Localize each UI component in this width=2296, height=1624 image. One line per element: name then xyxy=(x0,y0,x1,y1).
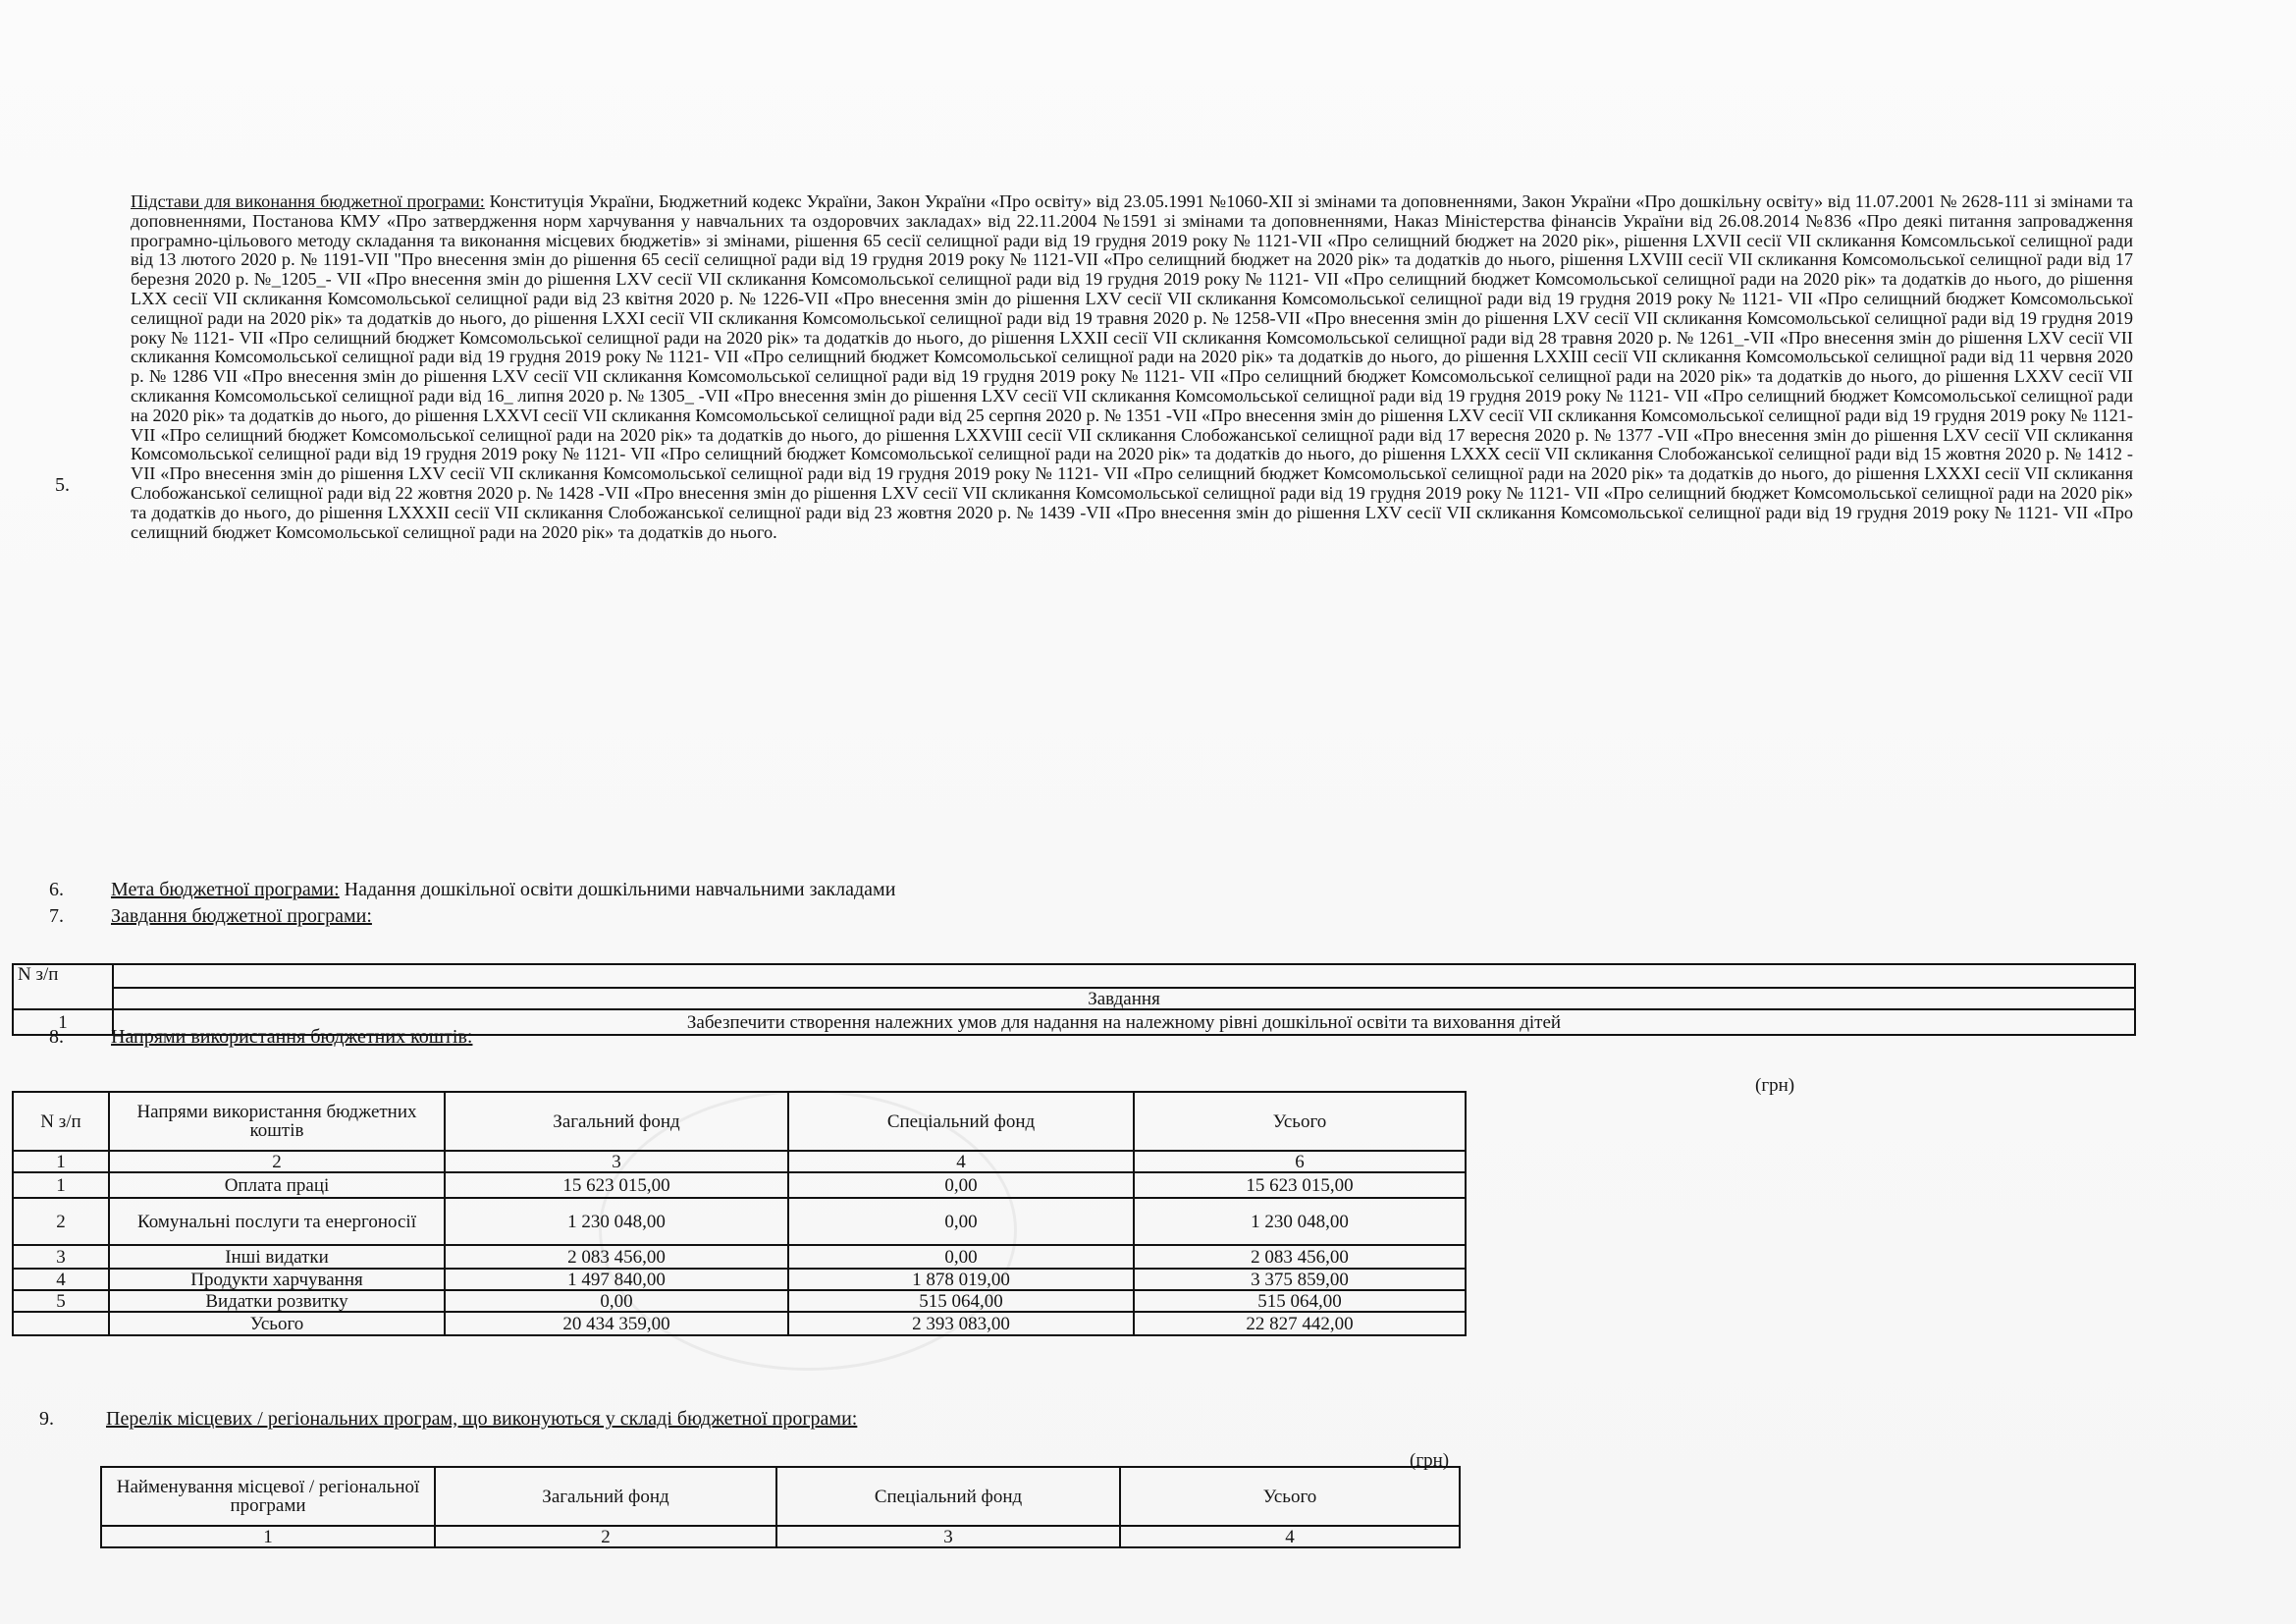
spending-directions-table xyxy=(12,1091,1467,1336)
table-cell: 1 xyxy=(13,1009,113,1035)
table-row xyxy=(13,1290,1466,1312)
table-cell: 1 230 048,00 xyxy=(445,1198,788,1245)
table-header-cell: N з/п xyxy=(13,964,113,1009)
table-cell: 0,00 xyxy=(445,1290,788,1312)
table-cell: Продукти харчування xyxy=(109,1269,445,1290)
table-cell: Усього xyxy=(109,1312,445,1335)
table-row xyxy=(13,988,2135,1009)
table-total-row xyxy=(13,1312,1466,1335)
section-9-number: 9. xyxy=(39,1408,54,1430)
table-header-cell: Усього xyxy=(1120,1467,1460,1526)
table-row xyxy=(13,964,2135,988)
table-cell: 1 878 019,00 xyxy=(788,1269,1134,1290)
table-cell: 2 xyxy=(109,1151,445,1172)
table-cell: 3 xyxy=(445,1151,788,1172)
table-cell: 1 xyxy=(13,1172,109,1198)
section-6-heading xyxy=(111,879,895,901)
table-row xyxy=(13,1269,1466,1290)
table-row xyxy=(13,1172,1466,1198)
section-8-label: Напрями використання бюджетних коштів: xyxy=(111,1026,473,1048)
table-header-spacer xyxy=(113,964,2135,988)
table-row xyxy=(101,1467,1460,1526)
table-header-cell: Усього xyxy=(1134,1092,1466,1151)
section-7-label: Завдання бюджетної програми: xyxy=(111,905,372,927)
section-8-number: 8. xyxy=(49,1026,64,1048)
table-row xyxy=(101,1526,1460,1547)
table-row xyxy=(13,1245,1466,1269)
table-row xyxy=(13,1151,1466,1172)
table-cell: Оплата праці xyxy=(109,1172,445,1198)
section-5-paragraph xyxy=(131,192,2133,542)
table-header-cell: N з/п xyxy=(13,1092,109,1151)
table-cell: 2 083 456,00 xyxy=(1134,1245,1466,1269)
table-cell: 15 623 015,00 xyxy=(445,1172,788,1198)
table-cell: 1 497 840,00 xyxy=(445,1269,788,1290)
table-cell: 20 434 359,00 xyxy=(445,1312,788,1335)
table-cell: 4 xyxy=(788,1151,1134,1172)
table-cell: 5 xyxy=(13,1290,109,1312)
table-cell: 0,00 xyxy=(788,1172,1134,1198)
section-6-label: Мета бюджетної програми: xyxy=(111,879,340,900)
section-6-text: Надання дошкільної освіти дошкільними навчальними закладами xyxy=(339,879,896,900)
section-9-label: Перелік місцевих / регіональних програм, що виконуються у складі бюджетної програми: xyxy=(106,1408,858,1430)
table-cell: 4 xyxy=(1120,1526,1460,1547)
table-cell: Видатки розвитку xyxy=(109,1290,445,1312)
section-6-number: 6. xyxy=(49,879,64,900)
table-cell: 3 xyxy=(13,1245,109,1269)
table-cell: Комунальні послуги та енергоносії xyxy=(109,1198,445,1245)
table-row xyxy=(13,1198,1466,1245)
section-8-unit: (грн) xyxy=(1755,1075,1795,1096)
tasks-table xyxy=(12,963,2136,1036)
table-cell: 1 230 048,00 xyxy=(1134,1198,1466,1245)
local-programs-table xyxy=(100,1466,1461,1548)
table-header-cell: Спеціальний фонд xyxy=(776,1467,1120,1526)
section-7-number: 7. xyxy=(49,905,64,927)
table-row xyxy=(13,1092,1466,1151)
table-header-cell: Загальний фонд xyxy=(435,1467,776,1526)
table-cell: 515 064,00 xyxy=(788,1290,1134,1312)
table-cell: 2 xyxy=(435,1526,776,1547)
table-cell: 15 623 015,00 xyxy=(1134,1172,1466,1198)
table-header-cell: Найменування місцевої / регіональної програми xyxy=(101,1467,435,1526)
table-cell: 0,00 xyxy=(788,1245,1134,1269)
table-cell: 6 xyxy=(1134,1151,1466,1172)
table-cell: 1 xyxy=(13,1151,109,1172)
table-cell: 0,00 xyxy=(788,1198,1134,1245)
table-cell: Забезпечити створення належних умов для надання на належному рівні дошкільної освіти та виховання дітей xyxy=(113,1009,2135,1035)
table-cell: 2 083 456,00 xyxy=(445,1245,788,1269)
table-cell xyxy=(13,1312,109,1335)
table-cell: 4 xyxy=(13,1269,109,1290)
section-5-label: Підстави для виконання бюджетної програми: xyxy=(131,191,485,211)
section-5-number: 5. xyxy=(55,474,70,496)
table-cell: 1 xyxy=(101,1526,435,1547)
table-cell: Інші видатки xyxy=(109,1245,445,1269)
table-cell: 515 064,00 xyxy=(1134,1290,1466,1312)
table-header-cell: Спеціальний фонд xyxy=(788,1092,1134,1151)
table-cell: 2 xyxy=(13,1198,109,1245)
section-9-unit: (грн) xyxy=(1410,1450,1450,1471)
table-cell: 3 375 859,00 xyxy=(1134,1269,1466,1290)
table-cell: 2 393 083,00 xyxy=(788,1312,1134,1335)
table-cell: 3 xyxy=(776,1526,1120,1547)
section-5-text: Конституція України, Бюджетний кодекс України, Закон України «Про освіту» від 23.05.1991 №1060-XII зі змінами та доповненнями, Закон України «Про дошкільну освіту» від 11.07.2001 № 2628-111 зі змінами та доповненнями, Постанова КМУ «Про затвердження норм харчування у навчальних та оздоровчих закладах» від 22.11.2004 №1591 зі змінами та доповненнями, Наказ Міністерства фінансів України від 26.08.2014 №836 «Про деякі питання запровадження програмно-цільового методу складання та виконання місцевих бюджетів» зі змінами, рішення 65 сесії селищної ради від 19 грудня 2019 року № 1121-VII «Про селищний бюджет на 2020 рік», рішення LXVII сесії VII скликання Комсомльської селищної ради від 13 лютого 2020 р. № 1191-VII "Про внесення змін до рішення 65 сесії селищної ради від 19 грудня 2019 року № 1121-VII «Про селищний бюджет на 2020 рік» та додатків до нього, рішення LXVIII сесії VII скликання Комсомольської селищної ради від 17 березня 2020 р. №_1205_- VII «Про внесення змін до рішення LXV сесії VII скликання Комсомольської селищної ради від 19 грудня 2019 року № 1121- VII «Про селищний бюджет Комсомольської селищної ради на 2020 рік» та додатків до нього, до рішення LXX сесії VII скликання Комсомольської селищної ради від 23 квітня 2020 р. № 1226-VII «Про внесення змін до рішення LXV сесії VII скликання Комсомольської селищної ради від 19 грудня 2019 року № 1121- VII «Про селищний бюджет Комсомольської селищної ради на 2020 рік» та додатків до нього, до рішення LXXI сесії VII скликання Комсомольської селищної ради від 19 травня 2020 р. № 1258-VII «Про внесення змін до рішення LXV сесії VII скликання Комсомольської селищної ради від 19 грудня 2019 року № 1121- VII «Про селищний бюджет Комсомольської селищної ради на 2020 рік» та додатків до нього, до рішення LXXII сесії VII скликання Комсомольської селищної ради від 28 травня 2020 р. № 1261_-VII «Про внесення змін до рішення LXV сесії VII скликання Комсомольської селищної ради від 19 грудня 2019 року № 1121- VII «Про селищний бюджет Комсомольської селищної ради на 2020 рік» та додатків до нього, до рішення LXXIII сесії VII скликання Комсомольської селищної ради від 11 червня 2020 р. № 1286 VII «Про внесення змін до рішення LXV сесії VII скликання Комсомольської селищної ради від 19 грудня 2019 року № 1121- VII «Про селищний бюджет Комсомольської селищної ради на 2020 рік» та додатків до нього, до рішення LXXV сесії VII скликання Комсомольської селищної ради від 16_ липня 2020 р. № 1305_ -VII «Про внесення змін до рішення LXV сесії VII скликання Комсомольської селищної ради від 19 грудня 2019 року № 1121- VII «Про селищний бюджет Комсомольської селищної ради на 2020 рік» та додатків до нього, до рішення LXXVI сесії VII скликання Комсомольської селищної ради від 25 серпня 2020 р. № 1351 -VII «Про внесення змін до рішення LXV сесії VII скликання Комсомольської селищної ради від 19 грудня 2019 року № 1121- VII «Про селищний бюджет Комсомольської селищної ради на 2020 рік» та додатків до нього, до рішення LXXVIII сесії VII скликання Слобожанської селищної ради від 17 вересня 2020 р. № 1377 -VII «Про внесення змін до рішення LXV сесії VII скликання Комсомольської селищної ради від 19 грудня 2019 року № 1121- VII «Про селищний бюджет Комсомольської селищної ради на 2020 рік» та додатків до нього, до рішення LXXX сесії VII скликання Слобожанської селищної ради від 15 жовтня 2020 р. № 1412 -VII «Про внесення змін до рішення LXV сесії VII скликання Комсомольської селищної ради від 19 грудня 2019 року № 1121- VII «Про селищний бюджет Комсомольської селищної ради на 2020 рік» та додатків до нього, до рішення LXXXI сесії VII скликання Слобожанської селищної ради від 22 жовтня 2020 р. № 1428 -VII «Про внесення змін до рішення LXV сесії VII скликання Комсомольської селищної ради від 19 грудня 2019 року № 1121- VII «Про селищний бюджет Комсомольської селищної ради на 2020 рік» та додатків до нього, до рішення LXXXII сесії VII скликання Слобожанської селищної ради від 23 жовтня 2020 р. № 1439 -VII «Про внесення змін до рішення LXV сесії VII скликання Комсомольської селищної ради від 19 грудня 2019 року № 1121- VII «Про селищний бюджет Комсомольської селищної ради на 2020 рік» та додатків до нього. xyxy=(131,191,2133,542)
table-header-cell: Завдання xyxy=(113,988,2135,1009)
table-header-cell: Загальний фонд xyxy=(445,1092,788,1151)
table-header-cell: Напрями використання бюджетних коштів xyxy=(109,1092,445,1151)
table-cell: 22 827 442,00 xyxy=(1134,1312,1466,1335)
